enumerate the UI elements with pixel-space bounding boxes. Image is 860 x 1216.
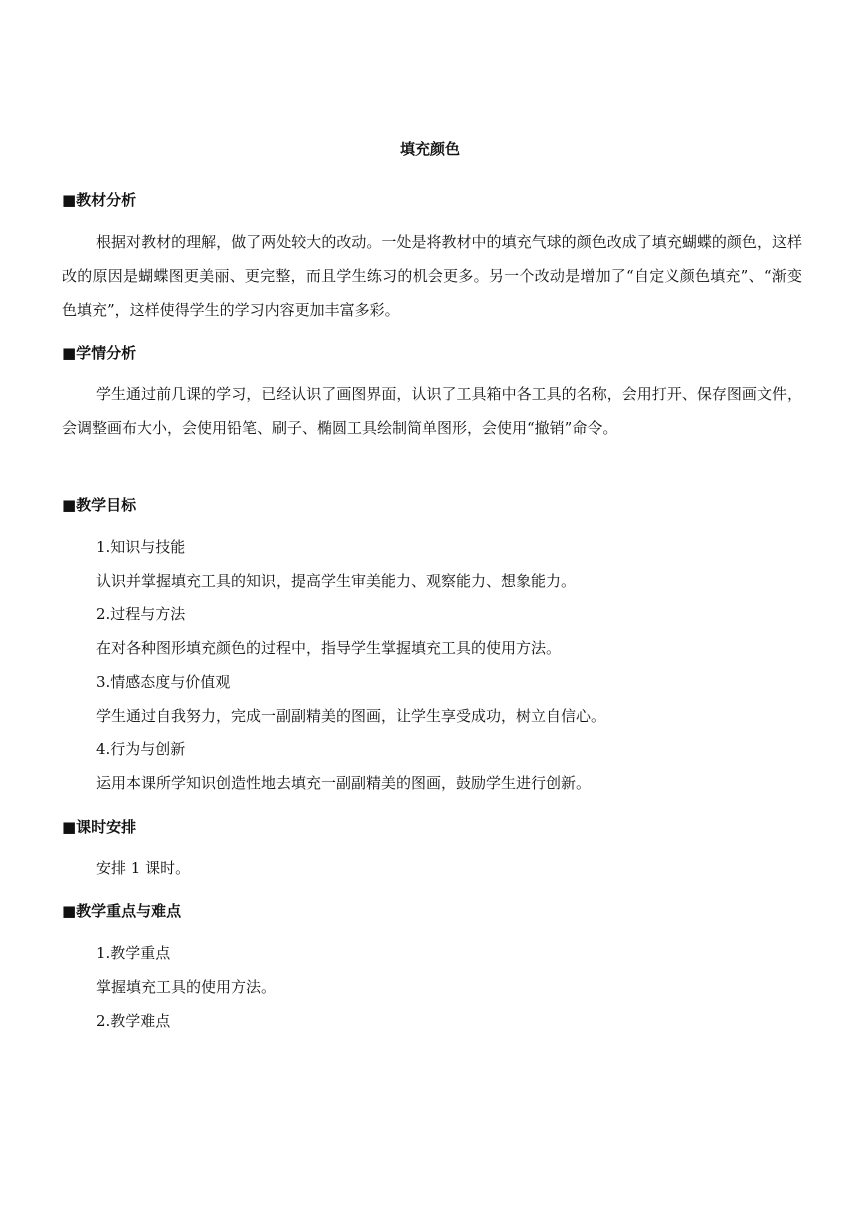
paragraph-students: 学生通过前几课的学习，已经认识了画图界面，认识了工具箱中各工具的名称，会用打开、保存图画文件，会调整画布大小，会使用铅笔、刷子、椭圆工具绘制简单图形，会使用“撤销”命令。	[62, 385, 802, 437]
goal-item-text-4: 运用本课所学知识创造性地去填充一副副精美的图画，鼓励学生进行创新。	[96, 774, 592, 792]
paragraph-materials: 根据对教材的理解，做了两处较大的改动。一处是将教材中的填充气球的颜色改成了填充蝴蝶的颜色，这样改的原因是蝴蝶图更美丽、更完整，而且学生练习的机会更多。另一个改动是增加了“自定义颜色填充”、“渐变色填充”，这样使得学生的学习内容更加丰富多彩。	[62, 233, 802, 319]
section-heading-key-points: ■教学重点与难点	[62, 902, 182, 920]
goal-item-label-1: 1.知识与技能	[96, 538, 186, 556]
goal-item-label-2: 2.过程与方法	[96, 605, 186, 623]
goal-item-text-3: 学生通过自我努力，完成一副副精美的图画，让学生享受成功，树立自信心。	[96, 707, 607, 725]
section-heading-schedule: ■课时安排	[62, 818, 137, 836]
schedule-text: 安排 1 课时。	[96, 859, 191, 877]
goal-item-label-4: 4.行为与创新	[96, 740, 186, 758]
document-title: 填充颜色	[399, 140, 460, 158]
section-heading-materials: ■教材分析	[62, 191, 137, 209]
section-heading-students: ■学情分析	[62, 344, 137, 362]
section-heading-goals: ■教学目标	[62, 496, 137, 514]
goal-item-label-3: 3.情感态度与价值观	[96, 673, 231, 691]
key-point-text-1: 掌握填充工具的使用方法。	[96, 978, 277, 996]
key-point-label-1: 1.教学重点	[96, 944, 171, 962]
key-point-label-2: 2.教学难点	[96, 1012, 171, 1030]
goal-item-text-2: 在对各种图形填充颜色的过程中，指导学生掌握填充工具的使用方法。	[96, 639, 562, 657]
goal-item-text-1: 认识并掌握填充工具的知识，提高学生审美能力、观察能力、想象能力。	[96, 572, 577, 590]
